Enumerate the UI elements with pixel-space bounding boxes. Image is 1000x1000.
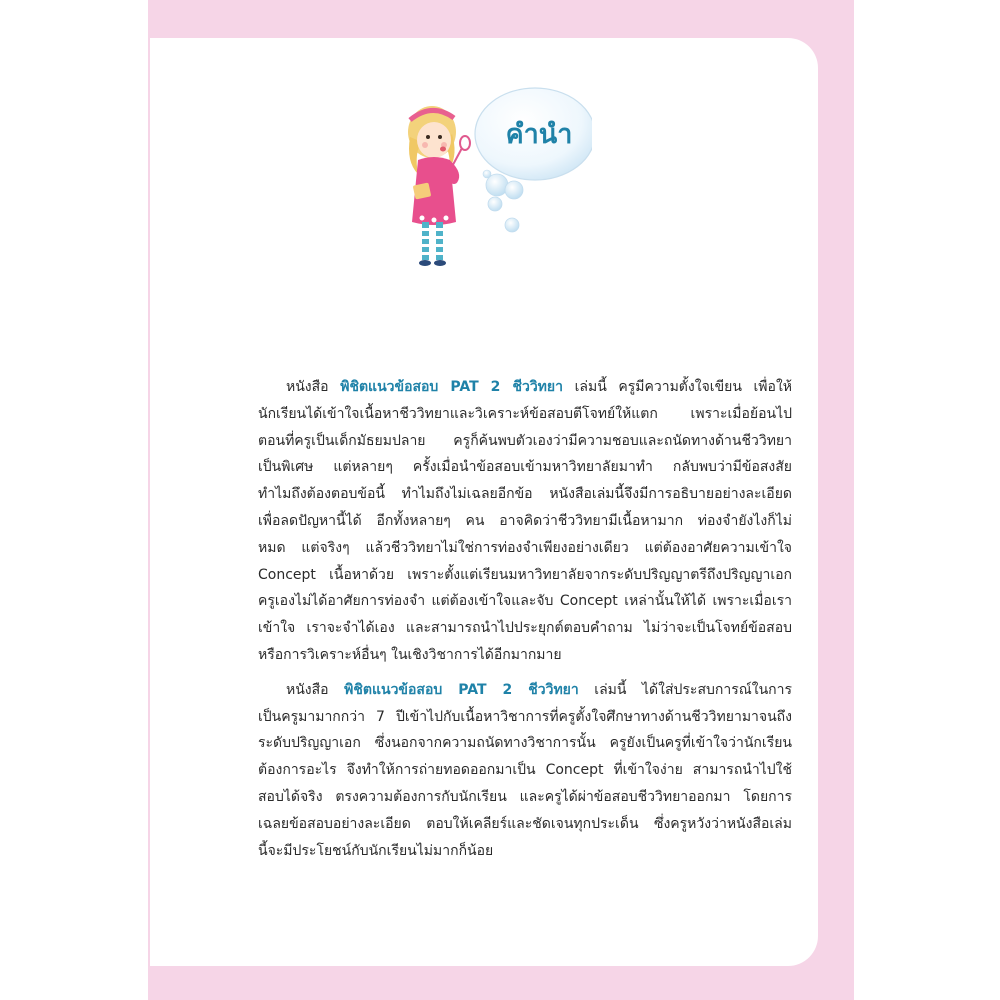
text-span: หนังสือ xyxy=(286,681,345,698)
paragraph-line: เข้าใจ เราจะจำได้เอง และสามารถนำไปประยุกต์ตอบคำถาม ไม่ว่าจะเป็นโจทย์ข้อสอบ xyxy=(258,620,792,637)
paragraph-line: เป็นครูมามากกว่า 7 ปีเข้าไปกับเนื้อหาวิชาการที่ครูตั้งใจศึกษาทางด้านชีววิทยามาจนถึง xyxy=(258,708,792,725)
bubble xyxy=(505,218,519,232)
paragraph-line: หรือการวิเคราะห์อื่นๆ ในเชิงวิชาการได้อีกมากมาย xyxy=(258,646,562,663)
bubble xyxy=(505,181,523,199)
text-span: เล่มนี้ ครูมีความตั้งใจเขียน เพื่อให้ xyxy=(562,379,792,395)
paragraph-gap xyxy=(258,669,792,677)
foreword-body xyxy=(258,374,792,864)
book-title-highlight: พิชิตแนวข้อสอบ PAT 2 ชีววิทยา xyxy=(344,681,579,698)
paragraph-line: สอบได้จริง ตรงความต้องการกับนักเรียน และครูได้ผ่าข้อสอบชีววิทยาออกมา โดยการ xyxy=(258,788,792,805)
paragraph-line: เป็นพิเศษ แต่หลายๆ ครั้งเมื่อนำข้อสอบเข้ามหาวิทยาลัยมาทำ กลับพบว่ามีข้อสงสัย xyxy=(258,459,792,476)
text-span: หนังสือ xyxy=(286,379,341,395)
paragraph-line: ระดับปริญญาเอก ซึ่งนอกจากความถนัดทางวิชาการนั้น ครูยังเป็นครูที่เข้าใจว่านักเรียน xyxy=(258,735,792,752)
paragraph-line xyxy=(258,374,792,401)
bubble xyxy=(483,170,491,178)
bubble xyxy=(488,197,502,211)
paragraph-line: นี้จะมีประโยชน์กับนักเรียนไม่มากก็น้อย xyxy=(258,842,494,859)
paragraph-line: ตอนที่ครูเป็นเด็กมัธยมปลาย ครูก็ค้นพบตัวเองว่ามีความชอบและถนัดทางด้านชีววิทยา xyxy=(258,432,792,449)
paragraph-line: Concept เนื้อหาด้วย เพราะตั้งแต่เรียนมหาวิทยาลัยจากระดับปริญญาตรีถึงปริญญาเอก xyxy=(258,566,792,583)
page-heading: คำนำ xyxy=(505,119,573,150)
paragraph-line: ต้องการอะไร จึงทำให้การถ่ายทอดออกมาเป็น Concept ที่เข้าใจง่าย สามารถนำไปใช้ xyxy=(258,762,792,779)
paragraph-line: เฉลยข้อสอบอย่างละเอียด ตอบให้เคลียร์และชัดเจนทุกประเด็น ซึ่งครูหวังว่าหนังสือเล่ม xyxy=(258,815,792,832)
face xyxy=(417,122,451,158)
paragraph-line: หมด แต่จริงๆ แล้วชีววิทยาไม่ใช่การท่องจำเพียงอย่างเดียว แต่ต้องอาศัยความเข้าใจ xyxy=(258,539,792,556)
paragraph-line: เพื่อลดปัญหานี้ได้ อีกทั้งหลายๆ คน อาจคิดว่าชีววิทยามีเนื้อหามาก ท่องจำยังไงก็ไม่ xyxy=(258,512,792,529)
paragraph-line: นักเรียนได้เข้าใจเนื้อหาชีววิทยาและวิเคราะห์ข้อสอบตีโจทย์ให้แตก เพราะเมื่อย้อนไป xyxy=(258,405,792,422)
paragraph-line xyxy=(258,677,792,704)
book-title-highlight: พิชิตแนวข้อสอบ PAT 2 ชีววิทยา xyxy=(340,379,563,395)
paragraph-line: ทำไมถึงต้องตอบข้อนี้ ทำไมถึงไม่เฉลยอีกข้อ หนังสือเล่มนี้จึงมีการอธิบายอย่างละเอียด xyxy=(258,486,792,503)
text-span: เล่มนี้ ได้ใส่ประสบการณ์ในการ xyxy=(578,681,792,698)
paragraph-line: ครูเองไม่ได้อาศัยการท่องจำ แต่ต้องเข้าใจและจับ Concept เหล่านั้นให้ได้ เพราะเมื่อเรา xyxy=(258,593,792,610)
